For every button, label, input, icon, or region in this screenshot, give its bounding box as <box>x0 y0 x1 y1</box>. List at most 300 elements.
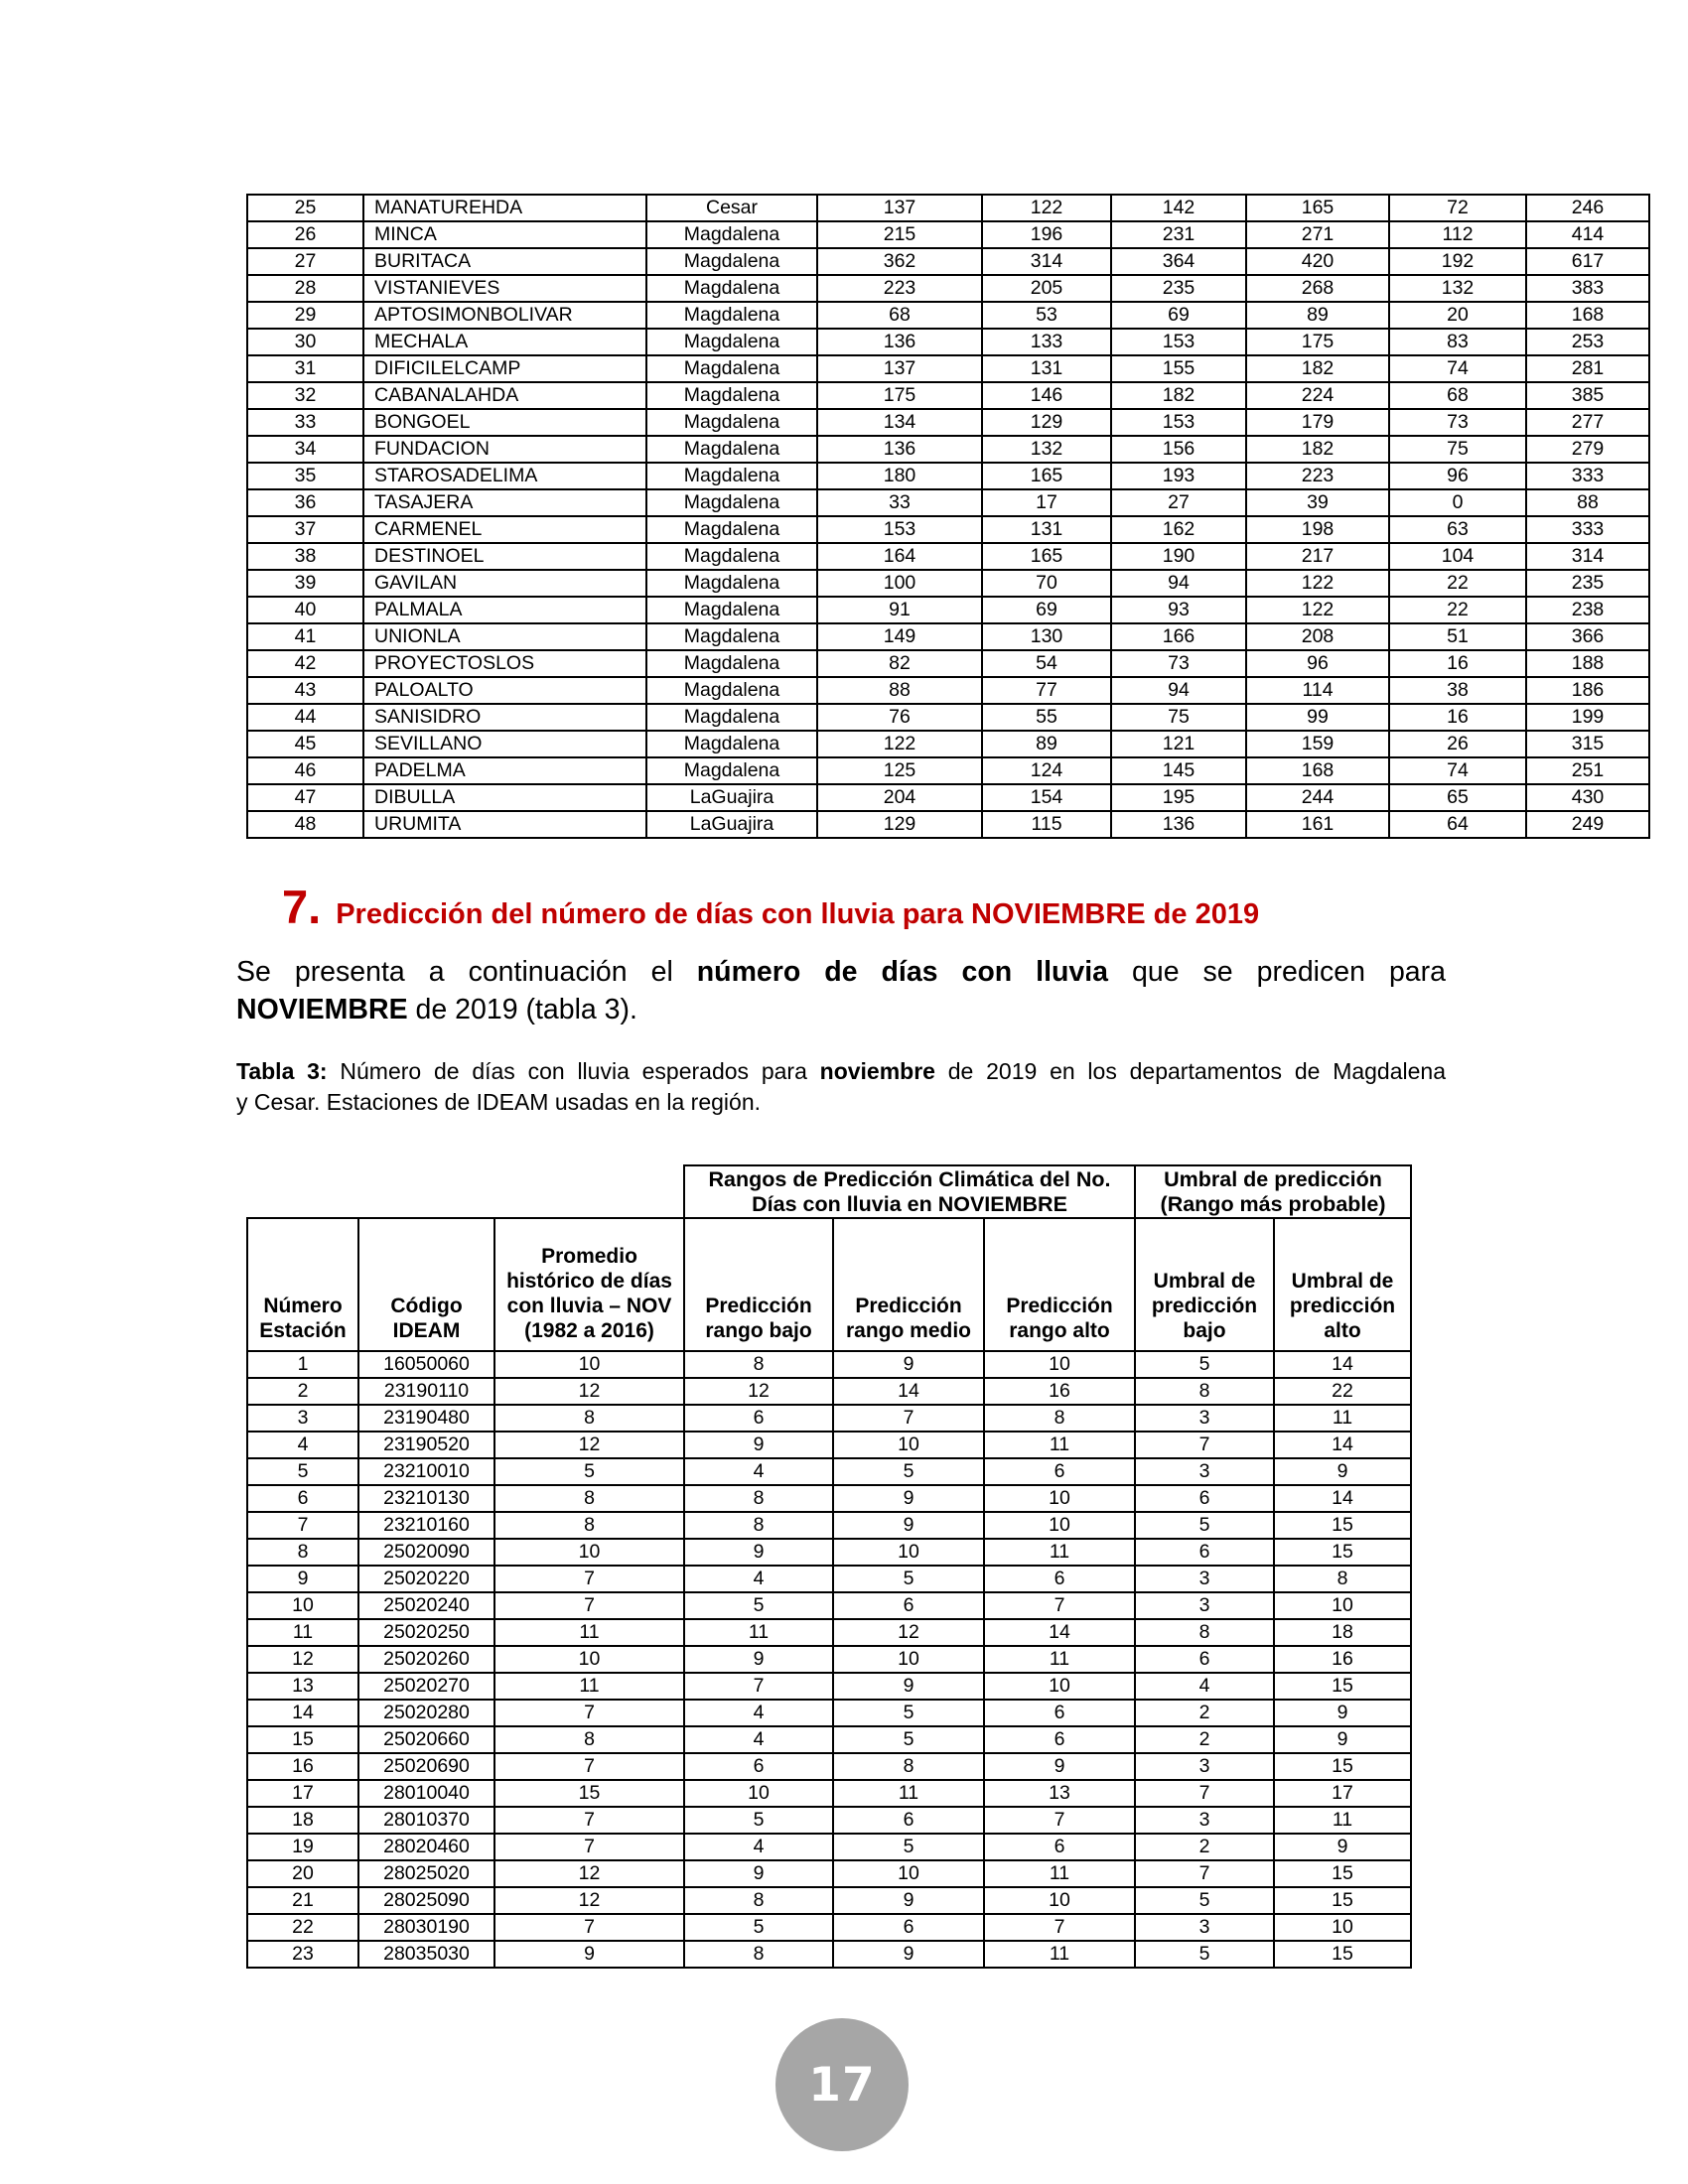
station-number-cell: 19 <box>247 1834 358 1860</box>
value-cell: 11 <box>684 1619 833 1646</box>
value-cell: 15 <box>1274 1887 1411 1914</box>
value-cell: 8 <box>494 1512 684 1539</box>
value-cell: 165 <box>982 543 1111 570</box>
station-number-cell: 40 <box>247 597 363 623</box>
value-cell: 8 <box>494 1405 684 1432</box>
value-cell: 6 <box>833 1914 984 1941</box>
value-cell: 3 <box>1135 1405 1274 1432</box>
station-row <box>247 516 1649 543</box>
value-cell: 104 <box>1389 543 1526 570</box>
prediction-row <box>247 1512 1411 1539</box>
station-number-cell: 42 <box>247 650 363 677</box>
column-header-cell: Código IDEAM <box>358 1218 494 1351</box>
value-cell: 268 <box>1246 275 1389 302</box>
value-cell: 16 <box>1389 650 1526 677</box>
value-cell: 33 <box>817 489 982 516</box>
value-cell: 88 <box>817 677 982 704</box>
value-cell: 131 <box>982 516 1111 543</box>
value-cell: 10 <box>494 1646 684 1673</box>
value-cell: 122 <box>1246 570 1389 597</box>
ideam-code-cell: 23190480 <box>358 1405 494 1432</box>
value-cell: 205 <box>982 275 1111 302</box>
value-cell: 3 <box>1135 1592 1274 1619</box>
station-number-cell: 34 <box>247 436 363 463</box>
station-name-cell: UNIONLA <box>363 623 646 650</box>
station-row <box>247 302 1649 329</box>
value-cell: 11 <box>984 1941 1135 1968</box>
value-cell: 129 <box>817 811 982 838</box>
value-cell: 223 <box>1246 463 1389 489</box>
station-number-cell: 28 <box>247 275 363 302</box>
value-cell: 5 <box>833 1566 984 1592</box>
value-cell: 224 <box>1246 382 1389 409</box>
ideam-code-cell: 25020270 <box>358 1673 494 1700</box>
prediction-row <box>247 1753 1411 1780</box>
value-cell: Magdalena <box>646 275 817 302</box>
value-cell: 161 <box>1246 811 1389 838</box>
value-cell: 5 <box>833 1726 984 1753</box>
value-cell: 69 <box>982 597 1111 623</box>
value-cell: 244 <box>1246 784 1389 811</box>
value-cell: 251 <box>1526 757 1649 784</box>
value-cell: 362 <box>817 248 982 275</box>
value-cell: 9 <box>684 1539 833 1566</box>
value-cell: 8 <box>1274 1566 1411 1592</box>
value-cell: 137 <box>817 195 982 221</box>
station-row <box>247 382 1649 409</box>
station-row <box>247 275 1649 302</box>
value-cell: 69 <box>1111 302 1246 329</box>
column-header-cell: Umbral de predicción alto <box>1274 1218 1411 1351</box>
text-segment: noviembre <box>819 1058 935 1084</box>
value-cell: 11 <box>984 1539 1135 1566</box>
value-cell: 8 <box>684 1351 833 1378</box>
value-cell: 166 <box>1111 623 1246 650</box>
ideam-code-cell: 25020660 <box>358 1726 494 1753</box>
value-cell: Magdalena <box>646 221 817 248</box>
station-number-cell: 31 <box>247 355 363 382</box>
station-number-cell: 4 <box>247 1432 358 1458</box>
value-cell: 26 <box>1389 731 1526 757</box>
value-cell: 122 <box>1246 597 1389 623</box>
blank-cell <box>247 1165 684 1218</box>
value-cell: 15 <box>1274 1539 1411 1566</box>
value-cell: 7 <box>494 1914 684 1941</box>
value-cell: 130 <box>982 623 1111 650</box>
value-cell: 121 <box>1111 731 1246 757</box>
text-segment: de 2019 en los departamentos de Magdalena <box>934 1058 1446 1084</box>
prediction-row <box>247 1887 1411 1914</box>
section-number: 7. <box>282 881 322 933</box>
station-row <box>247 248 1649 275</box>
value-cell: 122 <box>982 195 1111 221</box>
stations-rainfall-table <box>246 194 1650 839</box>
value-cell: 8 <box>833 1753 984 1780</box>
station-number-cell: 26 <box>247 221 363 248</box>
station-number-cell: 38 <box>247 543 363 570</box>
text-segment: y Cesar. Estaciones de IDEAM usadas en la región. <box>236 1089 762 1115</box>
value-cell: 314 <box>982 248 1111 275</box>
value-cell: 15 <box>1274 1753 1411 1780</box>
value-cell: 96 <box>1246 650 1389 677</box>
value-cell: 10 <box>1274 1592 1411 1619</box>
value-cell: 11 <box>494 1673 684 1700</box>
value-cell: 10 <box>684 1780 833 1807</box>
station-number-cell: 3 <box>247 1405 358 1432</box>
ideam-code-cell: 23190520 <box>358 1432 494 1458</box>
value-cell: 22 <box>1389 597 1526 623</box>
value-cell: 6 <box>1135 1539 1274 1566</box>
value-cell: 63 <box>1389 516 1526 543</box>
value-cell: 164 <box>817 543 982 570</box>
station-number-cell: 43 <box>247 677 363 704</box>
value-cell: 4 <box>684 1566 833 1592</box>
value-cell: 277 <box>1526 409 1649 436</box>
station-name-cell: PADELMA <box>363 757 646 784</box>
value-cell: 333 <box>1526 463 1649 489</box>
prediction-row <box>247 1914 1411 1941</box>
column-header-cell: Promedio histórico de días con lluvia – NOV (1982 a 2016) <box>494 1218 684 1351</box>
station-row <box>247 623 1649 650</box>
section-heading <box>282 880 1259 934</box>
value-cell: 314 <box>1526 543 1649 570</box>
value-cell: 115 <box>982 811 1111 838</box>
prediction-row <box>247 1807 1411 1834</box>
value-cell: 10 <box>833 1539 984 1566</box>
value-cell: 235 <box>1526 570 1649 597</box>
value-cell: 249 <box>1526 811 1649 838</box>
value-cell: Magdalena <box>646 489 817 516</box>
value-cell: 180 <box>817 463 982 489</box>
value-cell: 162 <box>1111 516 1246 543</box>
station-number-cell: 16 <box>247 1753 358 1780</box>
value-cell: 10 <box>494 1539 684 1566</box>
value-cell: 3 <box>1135 1753 1274 1780</box>
station-number-cell: 17 <box>247 1780 358 1807</box>
value-cell: 198 <box>1246 516 1389 543</box>
value-cell: 5 <box>833 1700 984 1726</box>
station-number-cell: 20 <box>247 1860 358 1887</box>
value-cell: 94 <box>1111 570 1246 597</box>
ideam-code-cell: 28025020 <box>358 1860 494 1887</box>
station-number-cell: 13 <box>247 1673 358 1700</box>
band-header-cell: Rangos de Predicción Climática del No. Días con lluvia en NOVIEMBRE <box>684 1165 1135 1218</box>
value-cell: 124 <box>982 757 1111 784</box>
text-line <box>236 1056 1446 1087</box>
station-number-cell: 9 <box>247 1566 358 1592</box>
value-cell: 11 <box>984 1860 1135 1887</box>
station-name-cell: BONGOEL <box>363 409 646 436</box>
value-cell: 15 <box>1274 1512 1411 1539</box>
ideam-code-cell: 28025090 <box>358 1887 494 1914</box>
station-row <box>247 329 1649 355</box>
text-segment: número de días con lluvia <box>696 956 1109 988</box>
value-cell: 68 <box>1389 382 1526 409</box>
value-cell: Magdalena <box>646 650 817 677</box>
value-cell: 8 <box>494 1485 684 1512</box>
value-cell: 12 <box>684 1378 833 1405</box>
station-name-cell: FUNDACION <box>363 436 646 463</box>
value-cell: 12 <box>494 1378 684 1405</box>
column-header-cell: Umbral de predicción bajo <box>1135 1218 1274 1351</box>
value-cell: 9 <box>833 1673 984 1700</box>
value-cell: 9 <box>833 1485 984 1512</box>
value-cell: 9 <box>1274 1726 1411 1753</box>
text-segment: que se predicen para <box>1108 956 1446 988</box>
station-number-cell: 2 <box>247 1378 358 1405</box>
page-number-badge <box>775 2018 909 2151</box>
station-name-cell: PROYECTOSLOS <box>363 650 646 677</box>
value-cell: 7 <box>1135 1860 1274 1887</box>
value-cell: 22 <box>1389 570 1526 597</box>
prediction-row <box>247 1485 1411 1512</box>
band-header-cell: Umbral de predicción (Rango más probable) <box>1135 1165 1411 1218</box>
value-cell: 8 <box>1135 1378 1274 1405</box>
value-cell: 9 <box>494 1941 684 1968</box>
value-cell: 142 <box>1111 195 1246 221</box>
value-cell: 3 <box>1135 1914 1274 1941</box>
value-cell: 186 <box>1526 677 1649 704</box>
value-cell: 12 <box>494 1860 684 1887</box>
value-cell: 133 <box>982 329 1111 355</box>
value-cell: 9 <box>833 1351 984 1378</box>
prediction-row <box>247 1566 1411 1592</box>
prediction-table <box>246 1164 1412 1969</box>
value-cell: 253 <box>1526 329 1649 355</box>
value-cell: 385 <box>1526 382 1649 409</box>
value-cell: 238 <box>1526 597 1649 623</box>
value-cell: 8 <box>1135 1619 1274 1646</box>
ideam-code-cell: 23210130 <box>358 1485 494 1512</box>
value-cell: 5 <box>833 1458 984 1485</box>
station-number-cell: 29 <box>247 302 363 329</box>
value-cell: Magdalena <box>646 382 817 409</box>
value-cell: 53 <box>982 302 1111 329</box>
value-cell: 10 <box>984 1887 1135 1914</box>
value-cell: 5 <box>1135 1941 1274 1968</box>
value-cell: 11 <box>494 1619 684 1646</box>
station-name-cell: MINCA <box>363 221 646 248</box>
station-name-cell: APTOSIMONBOLIVAR <box>363 302 646 329</box>
value-cell: 204 <box>817 784 982 811</box>
station-number-cell: 1 <box>247 1351 358 1378</box>
value-cell: 146 <box>982 382 1111 409</box>
value-cell: 16 <box>1274 1646 1411 1673</box>
value-cell: 5 <box>1135 1512 1274 1539</box>
value-cell: 182 <box>1246 355 1389 382</box>
value-cell: Magdalena <box>646 677 817 704</box>
value-cell: 7 <box>833 1405 984 1432</box>
value-cell: 9 <box>684 1860 833 1887</box>
station-name-cell: DESTINOEL <box>363 543 646 570</box>
value-cell: 617 <box>1526 248 1649 275</box>
value-cell: 168 <box>1246 757 1389 784</box>
value-cell: 73 <box>1389 409 1526 436</box>
column-header-cell: Número Estación <box>247 1218 358 1351</box>
value-cell: 136 <box>1111 811 1246 838</box>
value-cell: 112 <box>1389 221 1526 248</box>
value-cell: 15 <box>1274 1860 1411 1887</box>
station-number-cell: 41 <box>247 623 363 650</box>
value-cell: 6 <box>984 1700 1135 1726</box>
station-row <box>247 195 1649 221</box>
value-cell: LaGuajira <box>646 811 817 838</box>
value-cell: 17 <box>1274 1780 1411 1807</box>
ideam-code-cell: 23210160 <box>358 1512 494 1539</box>
value-cell: 9 <box>833 1887 984 1914</box>
value-cell: LaGuajira <box>646 784 817 811</box>
ideam-code-cell: 25020280 <box>358 1700 494 1726</box>
text-line <box>236 953 1446 991</box>
text-line <box>236 991 1446 1028</box>
value-cell: 182 <box>1111 382 1246 409</box>
value-cell: 136 <box>817 436 982 463</box>
station-number-cell: 15 <box>247 1726 358 1753</box>
station-name-cell: MANATUREHDA <box>363 195 646 221</box>
value-cell: Magdalena <box>646 704 817 731</box>
value-cell: Cesar <box>646 195 817 221</box>
value-cell: 9 <box>1274 1834 1411 1860</box>
value-cell: 430 <box>1526 784 1649 811</box>
prediction-row <box>247 1780 1411 1807</box>
station-number-cell: 11 <box>247 1619 358 1646</box>
value-cell: 5 <box>833 1834 984 1860</box>
ideam-code-cell: 25020690 <box>358 1753 494 1780</box>
value-cell: 4 <box>684 1726 833 1753</box>
prediction-row <box>247 1860 1411 1887</box>
station-number-cell: 8 <box>247 1539 358 1566</box>
value-cell: 10 <box>833 1432 984 1458</box>
value-cell: 89 <box>982 731 1111 757</box>
value-cell: 7 <box>984 1807 1135 1834</box>
value-cell: 3 <box>1135 1807 1274 1834</box>
value-cell: 89 <box>1246 302 1389 329</box>
station-number-cell: 39 <box>247 570 363 597</box>
value-cell: 73 <box>1111 650 1246 677</box>
station-number-cell: 6 <box>247 1485 358 1512</box>
value-cell: 16 <box>1389 704 1526 731</box>
value-cell: 153 <box>1111 329 1246 355</box>
value-cell: 7 <box>494 1566 684 1592</box>
value-cell: 383 <box>1526 275 1649 302</box>
value-cell: 366 <box>1526 623 1649 650</box>
station-name-cell: TASAJERA <box>363 489 646 516</box>
value-cell: 279 <box>1526 436 1649 463</box>
value-cell: 2 <box>1135 1700 1274 1726</box>
value-cell: 82 <box>817 650 982 677</box>
station-row <box>247 489 1649 516</box>
prediction-row <box>247 1646 1411 1673</box>
prediction-row <box>247 1941 1411 1968</box>
value-cell: 179 <box>1246 409 1389 436</box>
station-number-cell: 44 <box>247 704 363 731</box>
value-cell: 75 <box>1389 436 1526 463</box>
station-number-cell: 10 <box>247 1592 358 1619</box>
value-cell: 5 <box>684 1914 833 1941</box>
band-header-row <box>247 1165 1411 1218</box>
station-number-cell: 27 <box>247 248 363 275</box>
station-number-cell: 47 <box>247 784 363 811</box>
station-row <box>247 436 1649 463</box>
value-cell: 215 <box>817 221 982 248</box>
value-cell: 8 <box>984 1405 1135 1432</box>
ideam-code-cell: 23190110 <box>358 1378 494 1405</box>
value-cell: 18 <box>1274 1619 1411 1646</box>
value-cell: 155 <box>1111 355 1246 382</box>
value-cell: 188 <box>1526 650 1649 677</box>
value-cell: 15 <box>494 1780 684 1807</box>
station-number-cell: 14 <box>247 1700 358 1726</box>
prediction-row <box>247 1378 1411 1405</box>
value-cell: 6 <box>684 1753 833 1780</box>
value-cell: 6 <box>984 1834 1135 1860</box>
value-cell: 9 <box>1274 1458 1411 1485</box>
value-cell: 9 <box>684 1646 833 1673</box>
value-cell: 8 <box>684 1512 833 1539</box>
value-cell: Magdalena <box>646 329 817 355</box>
value-cell: 175 <box>1246 329 1389 355</box>
value-cell: Magdalena <box>646 516 817 543</box>
station-number-cell: 35 <box>247 463 363 489</box>
value-cell: 2 <box>1135 1834 1274 1860</box>
value-cell: 414 <box>1526 221 1649 248</box>
station-number-cell: 46 <box>247 757 363 784</box>
value-cell: 6 <box>833 1592 984 1619</box>
station-name-cell: PALMALA <box>363 597 646 623</box>
value-cell: 20 <box>1389 302 1526 329</box>
ideam-code-cell: 23210010 <box>358 1458 494 1485</box>
station-name-cell: CABANALAHDA <box>363 382 646 409</box>
station-number-cell: 18 <box>247 1807 358 1834</box>
value-cell: 51 <box>1389 623 1526 650</box>
value-cell: Magdalena <box>646 731 817 757</box>
value-cell: 27 <box>1111 489 1246 516</box>
value-cell: 2 <box>1135 1726 1274 1753</box>
station-row <box>247 677 1649 704</box>
value-cell: 6 <box>1135 1485 1274 1512</box>
value-cell: 131 <box>982 355 1111 382</box>
value-cell: 134 <box>817 409 982 436</box>
value-cell: 137 <box>817 355 982 382</box>
value-cell: 14 <box>1274 1432 1411 1458</box>
value-cell: 315 <box>1526 731 1649 757</box>
station-number-cell: 36 <box>247 489 363 516</box>
ideam-code-cell: 16050060 <box>358 1351 494 1378</box>
value-cell: 10 <box>984 1512 1135 1539</box>
value-cell: 165 <box>1246 195 1389 221</box>
value-cell: 223 <box>817 275 982 302</box>
ideam-code-cell: 28010040 <box>358 1780 494 1807</box>
value-cell: 5 <box>1135 1351 1274 1378</box>
value-cell: 4 <box>684 1700 833 1726</box>
value-cell: 10 <box>984 1351 1135 1378</box>
value-cell: 7 <box>1135 1432 1274 1458</box>
value-cell: 271 <box>1246 221 1389 248</box>
value-cell: 94 <box>1111 677 1246 704</box>
value-cell: 10 <box>833 1646 984 1673</box>
station-row <box>247 570 1649 597</box>
column-header-cell: Predicción rango alto <box>984 1218 1135 1351</box>
station-number-cell: 33 <box>247 409 363 436</box>
value-cell: Magdalena <box>646 570 817 597</box>
value-cell: 54 <box>982 650 1111 677</box>
value-cell: 129 <box>982 409 1111 436</box>
value-cell: 70 <box>982 570 1111 597</box>
value-cell: 192 <box>1389 248 1526 275</box>
station-number-cell: 23 <box>247 1941 358 1968</box>
station-row <box>247 704 1649 731</box>
ideam-code-cell: 25020240 <box>358 1592 494 1619</box>
